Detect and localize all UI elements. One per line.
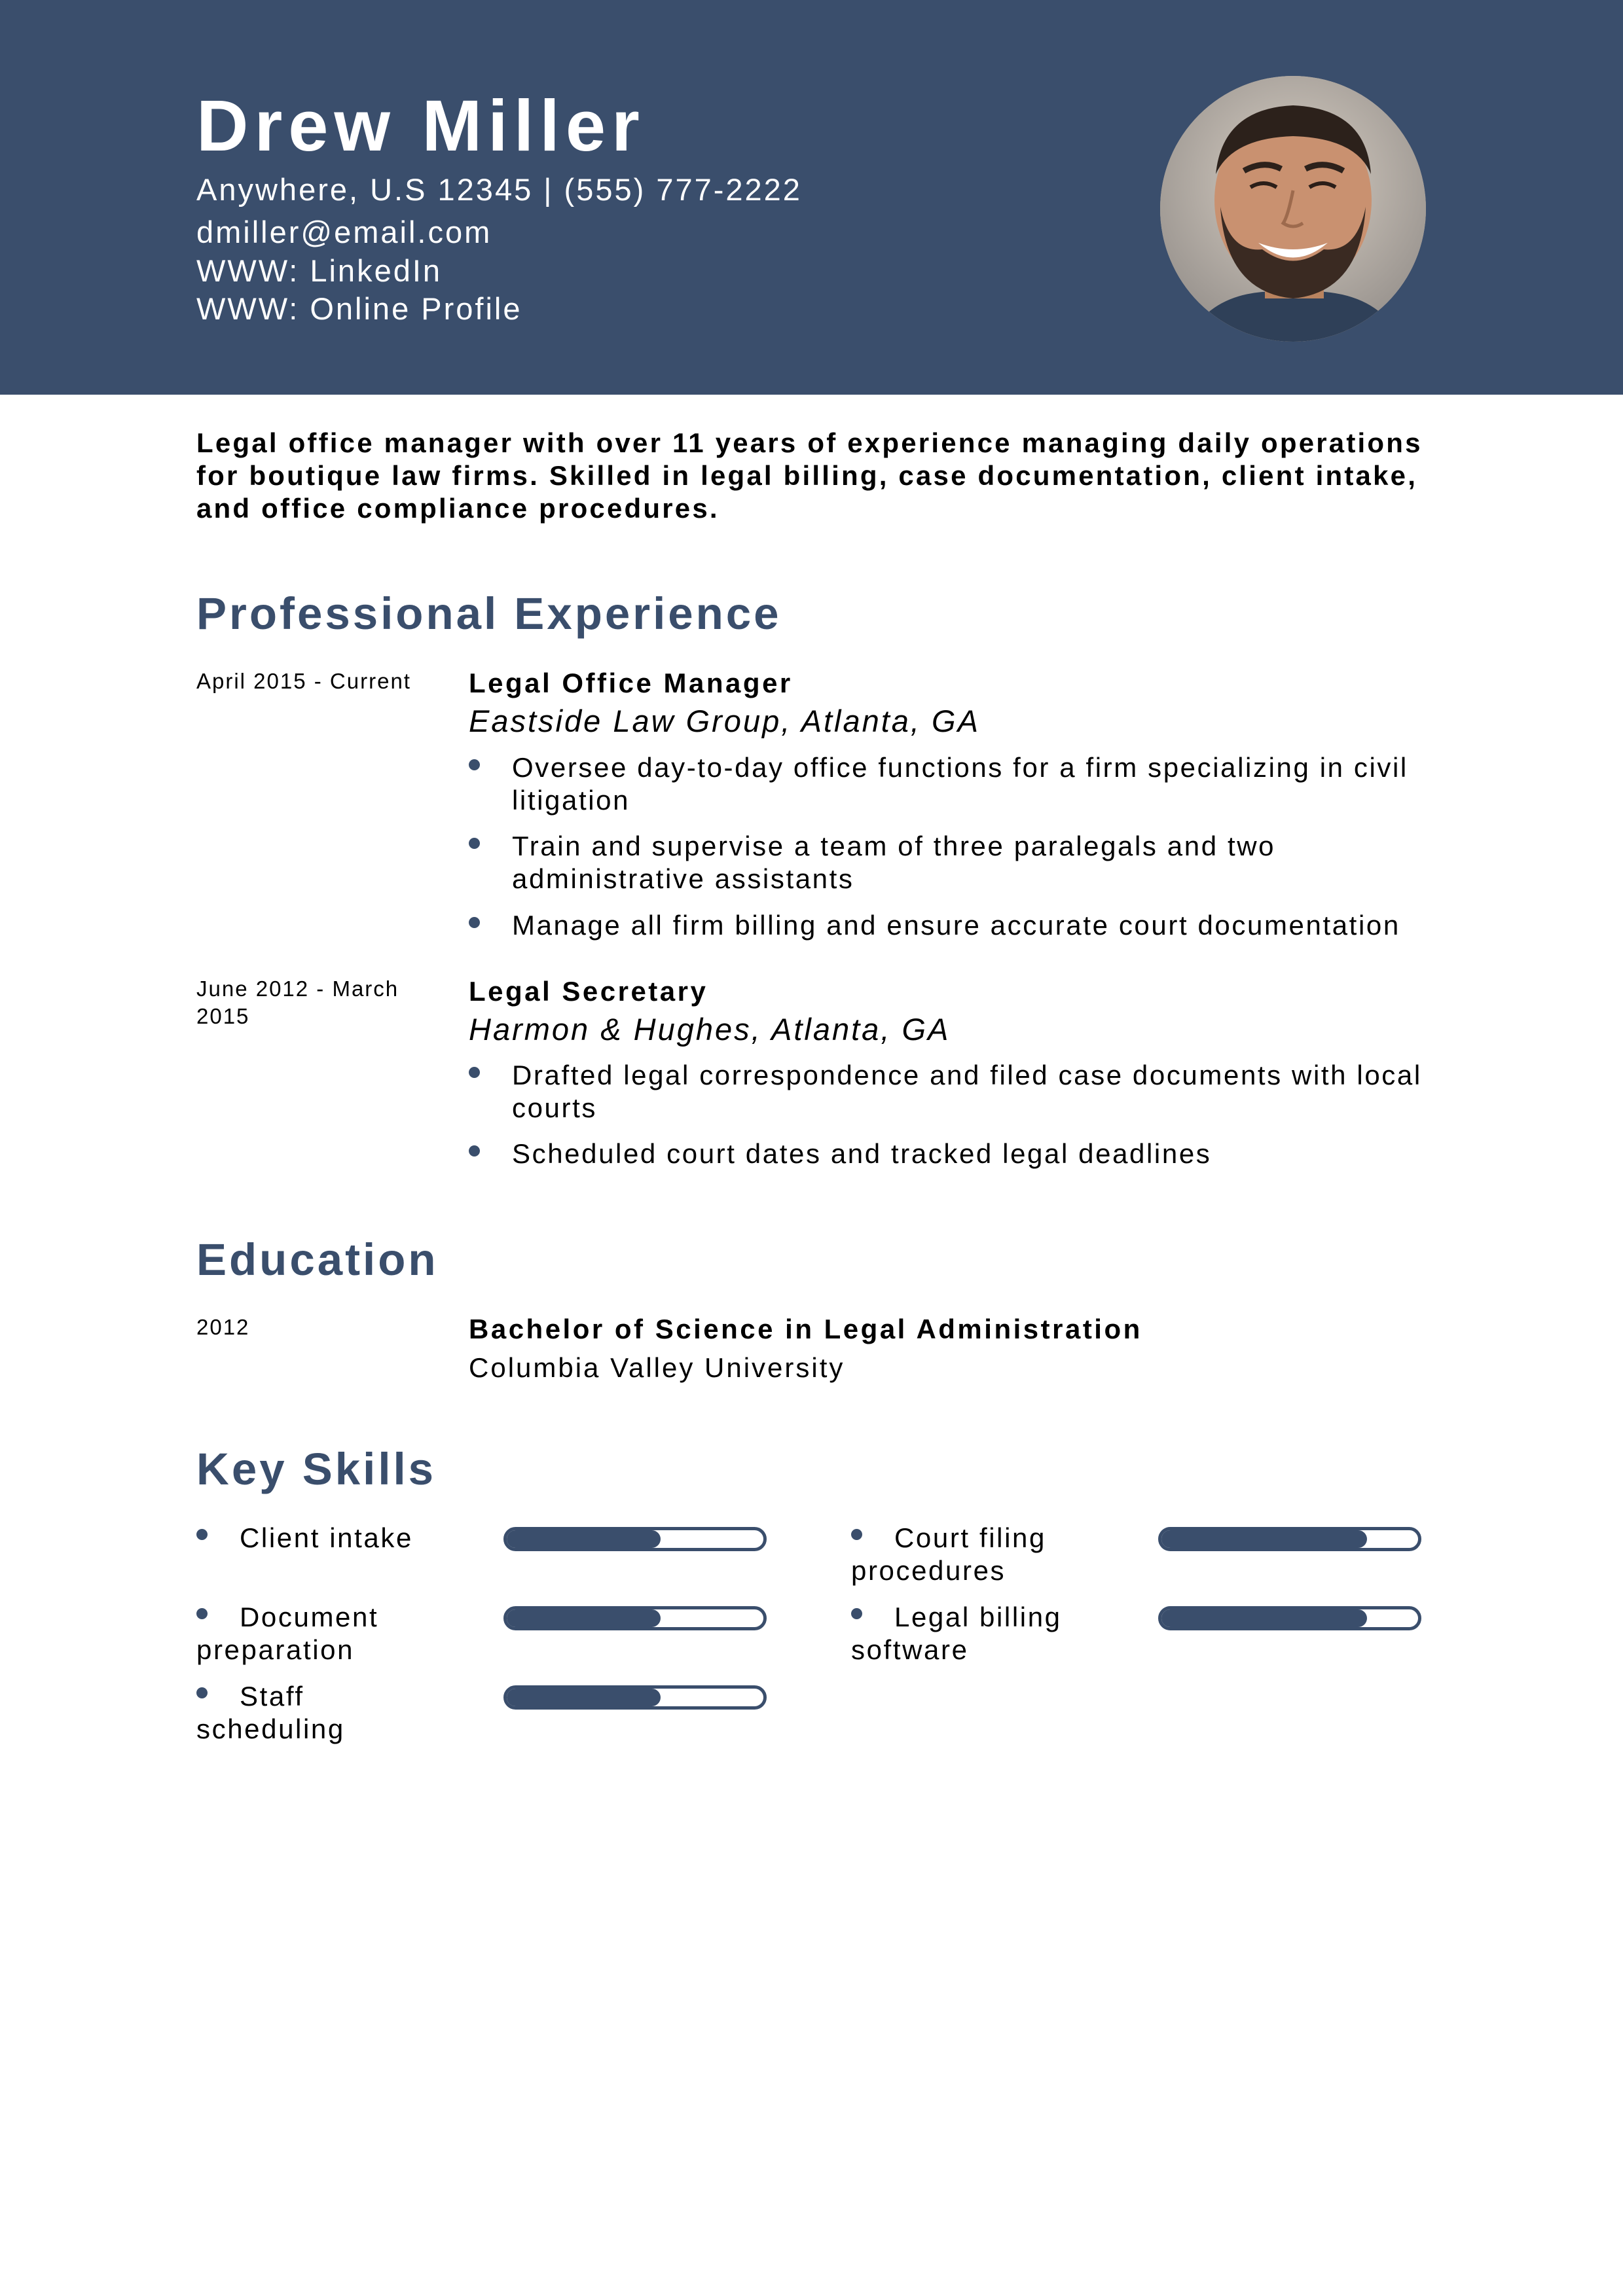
education-degree: Bachelor of Science in Legal Administration <box>469 1314 1142 1344</box>
skill-bar-fill <box>507 1609 661 1627</box>
job-bullet: Scheduled court dates and tracked legal deadlines <box>512 1138 1212 1169</box>
skill-bar <box>1158 1606 1421 1630</box>
job-bullet: Drafted legal correspondence and filed case documents with local courts <box>512 1060 1422 1123</box>
professional-summary: Legal office manager with over 11 years of experience managing daily operations for boutique law firms. Skilled in legal billing, case documentation, client intake, and office compliance procedures. <box>196 427 1423 524</box>
bullet-dot <box>469 759 480 770</box>
section-title-experience: Professional Experience <box>196 588 782 639</box>
skill-bar-fill <box>507 1689 661 1706</box>
education-school: Columbia Valley University <box>469 1352 845 1383</box>
profile-photo <box>1160 76 1426 342</box>
job-dates: April 2015 - Current <box>196 669 411 693</box>
bullet-dot <box>469 838 480 849</box>
bullet-dot <box>469 917 480 928</box>
skill-bar <box>1158 1527 1421 1551</box>
section-title-skills: Key Skills <box>196 1444 437 1494</box>
skill-label: Document preparation <box>196 1602 379 1665</box>
job-bullet: Manage all firm billing and ensure accurate court documentation <box>512 910 1400 941</box>
header-band <box>0 0 1623 395</box>
skill-bar <box>503 1527 767 1551</box>
job-title: Legal Secretary <box>469 976 708 1007</box>
skill-bar-fill <box>507 1530 661 1548</box>
address-phone: Anywhere, U.S 12345 | (555) 777-2222 <box>196 172 802 207</box>
skill-label: Staff scheduling <box>196 1681 345 1744</box>
candidate-name: Drew Miller <box>196 86 646 166</box>
job-bullet: Train and supervise a team of three paralegals and two administrative assistants <box>512 831 1276 894</box>
job-company: Eastside Law Group, Atlanta, GA <box>469 704 980 738</box>
skill-bar-fill <box>1161 1609 1367 1627</box>
skill-bar <box>503 1606 767 1630</box>
bullet-dot <box>469 1145 480 1157</box>
job-title: Legal Office Manager <box>469 668 793 698</box>
skill-label: Client intake <box>240 1522 413 1553</box>
education-year: 2012 <box>196 1315 250 1339</box>
online-profile-link[interactable]: WWW: Online Profile <box>196 291 522 326</box>
bullet-dot <box>469 1067 480 1078</box>
job-dates: June 2012 - March 2015 <box>196 977 399 1028</box>
skill-bar <box>503 1685 767 1710</box>
email-link[interactable]: dmiller@email.com <box>196 215 492 249</box>
skill-label: Court filing procedures <box>851 1522 1046 1586</box>
job-bullet: Oversee day-to-day office functions for a firm specializing in civil litigation <box>512 752 1408 816</box>
job-company: Harmon & Hughes, Atlanta, GA <box>469 1012 951 1047</box>
skill-label: Legal billing software <box>851 1602 1062 1665</box>
linkedin-link[interactable]: WWW: LinkedIn <box>196 253 443 288</box>
section-title-education: Education <box>196 1234 439 1285</box>
skill-bar-fill <box>1161 1530 1367 1548</box>
